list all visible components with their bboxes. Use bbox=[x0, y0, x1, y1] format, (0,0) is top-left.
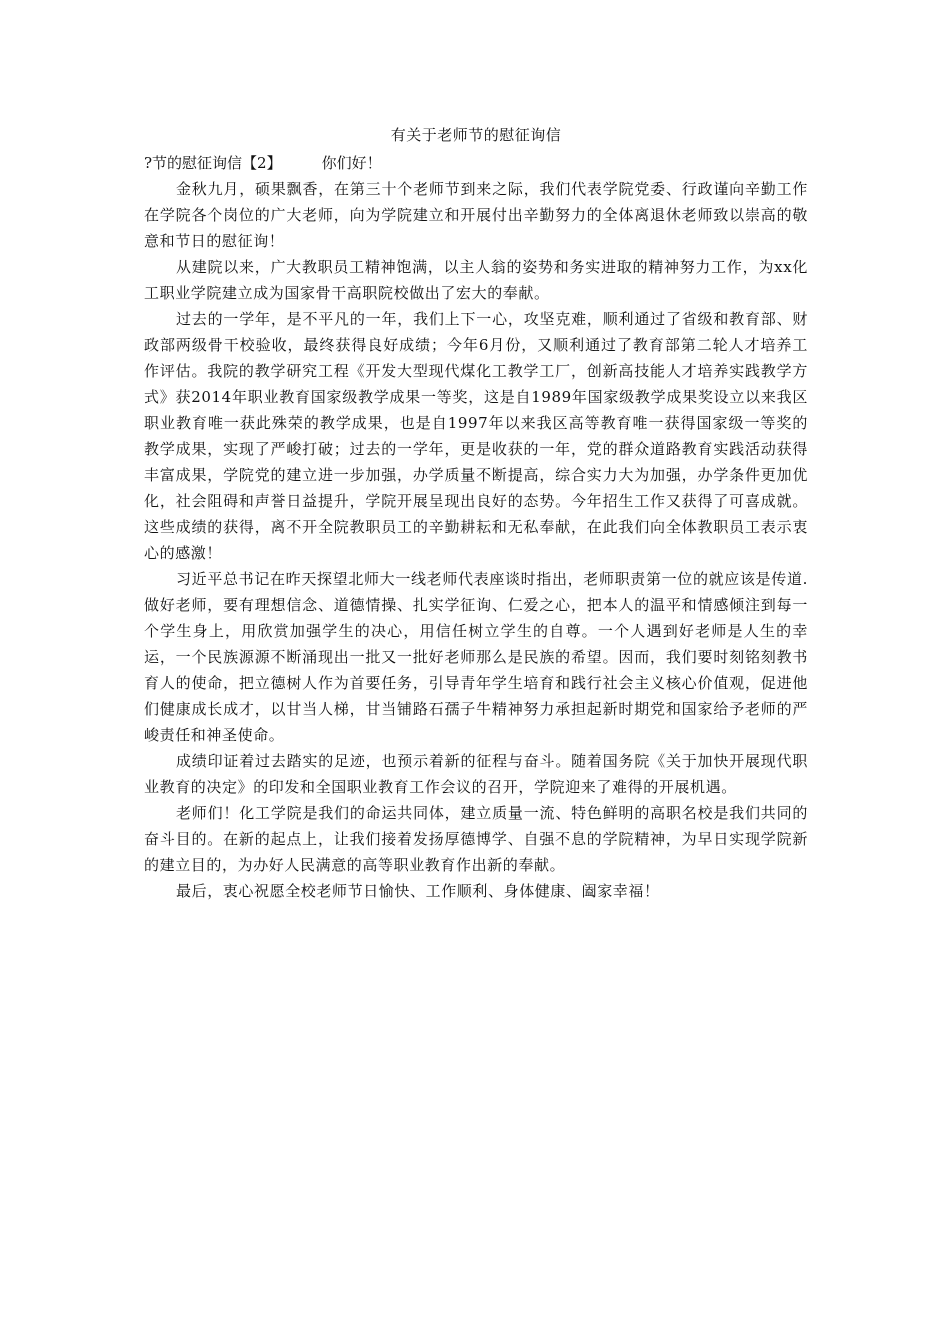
paragraph-mission: 习近平总书记在昨天探望北师大一线老师代表座谈时指出，老师职责第一位的就应该是传道.做好老师，要有理想信念、道德情操、扎实学征询、仁爱之心，把本人的温平和情感倾注到每一个学生身上，用欣赏加强学生的决心，用信任树立学生的自尊。一个人遇到好老师是人生的幸运，一个民族源源不断涌现出一批又一批好老师那么是民族的希望。因而，我们要时刻铭刻教书育人的使命，把立德树人作为首要任务，引导青年学生培育和践行社会主义核心价值观，促进他们健康成长成才，以甘当人梯，甘当铺路石孺子牛精神努力承担起新时期党和国家给予老师的严峻责任和神圣使命。 bbox=[144, 570, 808, 744]
salutation: 你们好！ bbox=[321, 154, 382, 172]
document-title: 有关于老师节的慰征询信 bbox=[390, 126, 562, 144]
paragraph-greeting: 金秋九月，硕果飘香，在第三十个老师节到来之际，我们代表学院党委、行政谨向辛勤工作在学院各个岗位的广大老师，向为学院建立和开展付出辛勤努力的全体离退休老师致以崇高的敬意和节日的慰征询！ bbox=[144, 180, 808, 250]
paragraph-community: 老师们！化工学院是我们的命运共同体，建立质量一流、特色鲜明的高职名校是我们共同的奋斗目的。在新的起点上，让我们接着发扬厚德博学、自强不息的学院精神，为早日实现学院新的建立目的，为办好人民满意的高等职业教育作出新的奉献。 bbox=[144, 804, 808, 874]
paragraph-opportunity: 成绩印证着过去踏实的足迹，也预示着新的征程与奋斗。随着国务院《关于加快开展现代职业教育的决定》的印发和全国职业教育工作会议的召开，学院迎来了难得的开展机遇。 bbox=[144, 752, 808, 796]
paragraph-achievements: 过去的一学年，是不平凡的一年，我们上下一心，攻坚克难，顺利通过了省级和教育部、财政部两级骨干校验收，最终获得良好成绩；今年6月份，又顺利通过了教育部第二轮人才培养工作评估。我院的教学研究工程《开发大型现代煤化工教学工厂，创新高技能人才培养实践教学方式》获2014年职业教育国家级教学成果一等奖，这是自1989年国家级教学成果奖设立以来我区职业教育唯一获此殊荣的教学成果，也是自1997年以来我区高等教育唯一获得国家级一等奖的教学成果，实现了严峻打破；过去的一学年，更是收获的一年，党的群众道路教育实践活动获得丰富成果，学院党的建立进一步加强，办学质量不断提高，综合实力大为加强，办学条件更加优化，社会阻碍和声誉日益提升，学院开展呈现出良好的态势。今年招生工作又获得了可喜成就。这些成绩的获得，离不开全院教职员工的辛勤耕耘和无私奉献，在此我们向全体教职员工表示衷心的感激！ bbox=[144, 310, 808, 562]
section-heading: ?节的慰征询信【2】 bbox=[144, 154, 282, 172]
paragraph-history: 从建院以来，广大教职员工精神饱满，以主人翁的姿势和务实进取的精神努力工作，为xx化工职业学院建立成为国家骨干高职院校做出了宏大的奉献。 bbox=[144, 258, 808, 302]
paragraph-closing: 最后，衷心祝愿全校老师节日愉快、工作顺利、身体健康、阖家幸福！ bbox=[176, 882, 660, 900]
document-page bbox=[144, 124, 808, 904]
heading-line bbox=[144, 150, 808, 176]
